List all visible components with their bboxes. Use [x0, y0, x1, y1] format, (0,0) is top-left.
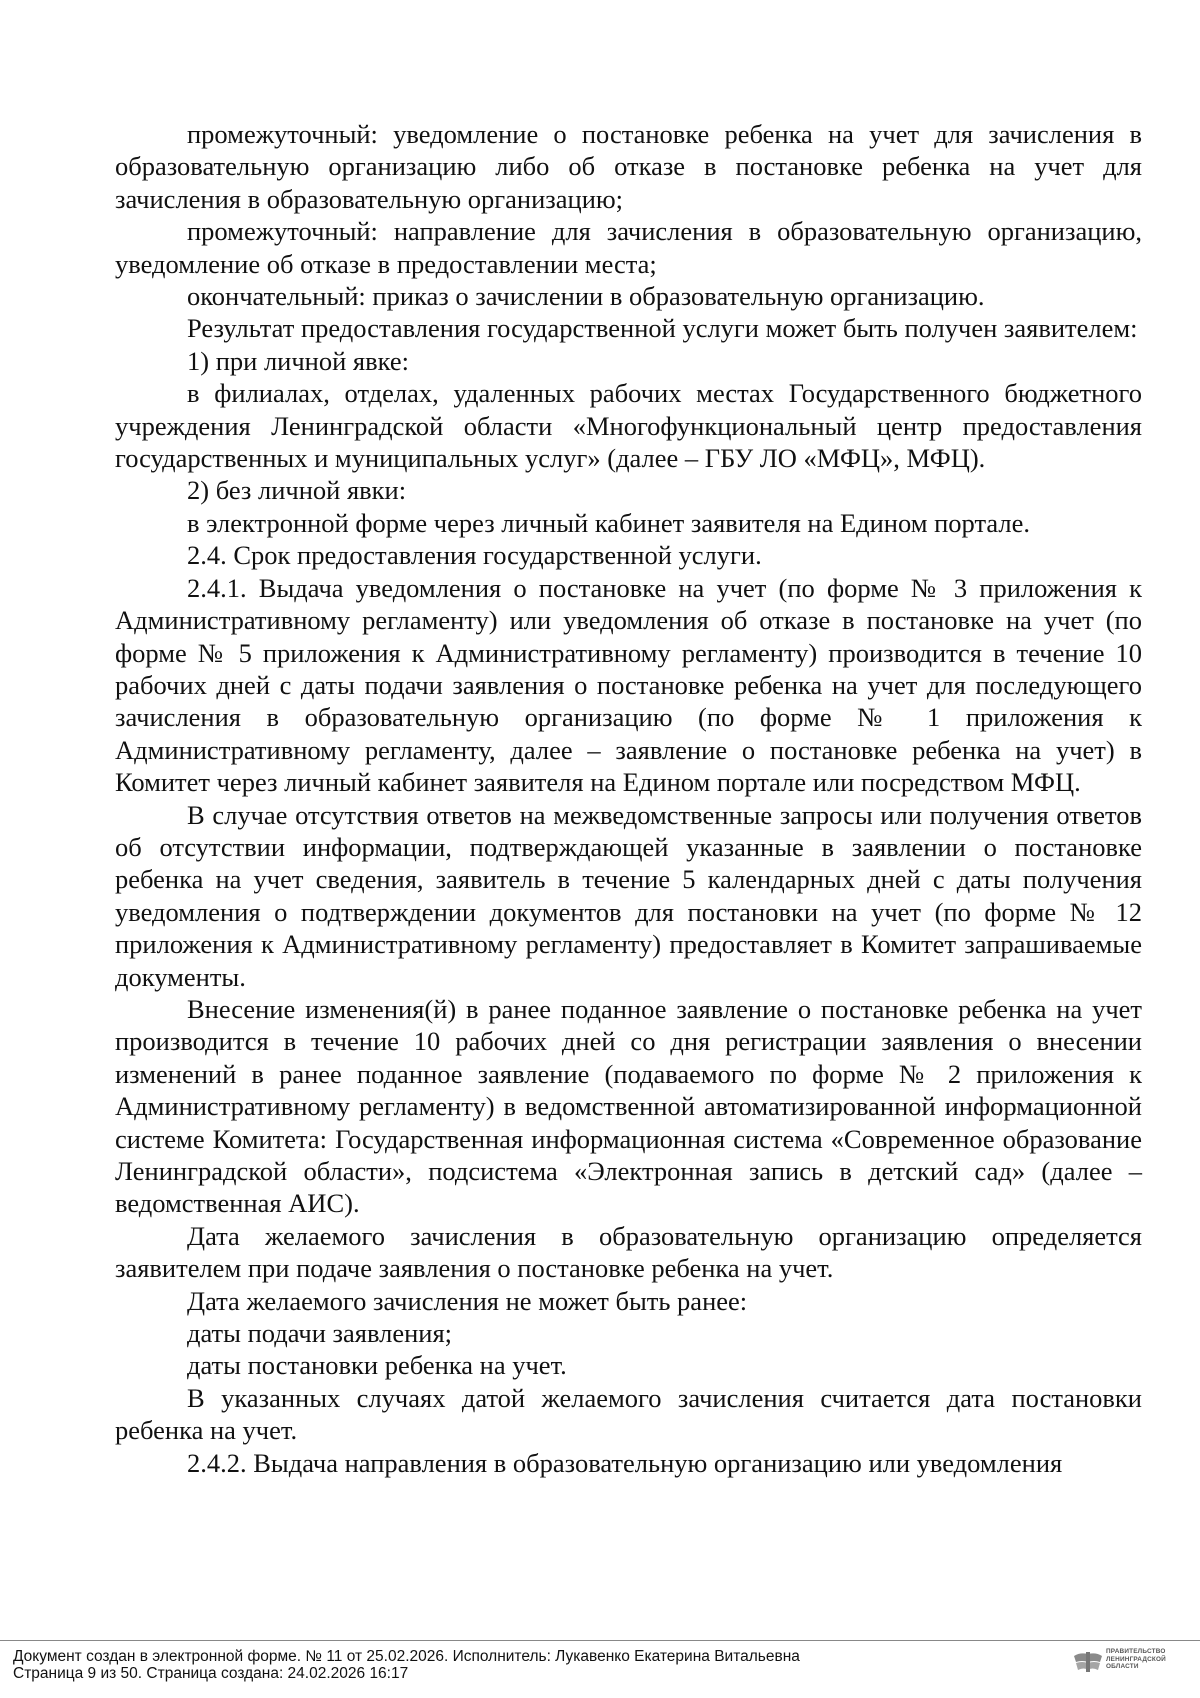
document-body [115, 118, 1142, 1479]
paragraph: даты подачи заявления; [187, 1318, 453, 1349]
paragraph: промежуточный: уведомление о постановке ребенка на учет для зачисления в образовательную организацию либо об отказе в постановке ребенка на учет для зачисления в образовательную организацию; [115, 119, 1142, 214]
paragraph: 2.4.1. Выдача уведомления о постановке на учет (по форме № 3 приложения к Административному регламенту) или уведомления об отказе в постановке на учет (по форме № 5 приложения к Административному регламенту) производится в течение 10 рабочих дней с даты подачи заявления о постановке ребенка на учет для последующего зачисления в образовательную организацию (по форме № 1 приложения к Административному регламенту, далее – заявление о постановке ребенка на учет) в Комитет через личный кабинет заявителя на Едином портале или посредством МФЦ. [115, 572, 1142, 798]
logo-line: ЛЕНИНГРАДСКОЙ [1106, 1655, 1166, 1663]
paragraph: 2) без личной явки: [187, 475, 407, 506]
logo-line: ОБЛАСТИ [1106, 1663, 1139, 1671]
paragraph: окончательный: приказ о зачислении в образовательную организацию. [187, 281, 985, 312]
paragraph: 1) при личной явке: [187, 345, 409, 376]
government-logo [1070, 1646, 1195, 1690]
paragraph: Дата желаемого зачисления не может быть ранее: [187, 1285, 748, 1316]
paragraph: Дата желаемого зачисления в образовательную организацию определяется заявителем при подаче заявления о постановке ребенка на учет. [115, 1220, 1142, 1284]
coat-of-arms-icon [1072, 1650, 1104, 1676]
paragraph: Результат предоставления государственной услуги может быть получен заявителем: [187, 313, 1138, 344]
footer-document-info: Документ создан в электронной форме. № 11 от 25.02.2026. Исполнитель: Лукавенко Екатерина Витальевна [13, 1648, 800, 1665]
paragraph: В случае отсутствия ответов на межведомственные запросы или получения ответов об отсутствии информации, подтверждающей указанные в заявлении о постановке ребенка на учет сведения, заявитель в течение 5 календарных дней с даты получения уведомления о подтверждении документов для постановки на учет (по форме № 12 приложения к Административному регламенту) предоставляет в Комитет запрашиваемые документы. [115, 799, 1142, 992]
logo-line: ПРАВИТЕЛЬСТВО [1106, 1648, 1166, 1655]
footer-divider [0, 1640, 1200, 1641]
paragraph: в электронной форме через личный кабинет заявителя на Едином портале. [187, 507, 1030, 538]
paragraph: Внесение изменения(й) в ранее поданное заявление о постановке ребенка на учет производится в течение 10 рабочих дней со дня регистрации заявления о внесении изменений в ранее поданное заявление (подаваемого по форме № 2 приложения к Административному регламенту) в ведомственной автоматизированной информационной системе Комитета: Государственная информационная система «Современное образование Ленинградской области», подсистема «Электронная запись в детский сад» (далее – ведомственная АИС). [115, 993, 1142, 1219]
document-footer [13, 1648, 1013, 1682]
paragraph: даты постановки ребенка на учет. [187, 1350, 567, 1381]
paragraph: промежуточный: направление для зачисления в образовательную организацию, уведомление об отказе в предоставлении места; [115, 216, 1142, 279]
paragraph: В указанных случаях датой желаемого зачисления считается дата постановки ребенка на учет. [115, 1382, 1142, 1446]
paragraph: в филиалах, отделах, удаленных рабочих местах Государственного бюджетного учреждения Ленинградской области «Многофункциональный центр предоставления государственных и муниципальных услуг» (далее – ГБУ ЛО «МФЦ», МФЦ). [115, 378, 1142, 474]
footer-page-info: Страница 9 из 50. Страница создана: 24.02.2026 16:17 [13, 1665, 409, 1682]
section-heading: 2.4. Срок предоставления государственной услуги. [187, 540, 762, 571]
logo-caption [1106, 1648, 1196, 1671]
paragraph: 2.4.2. Выдача направления в образовательную организацию или уведомления [187, 1447, 1063, 1478]
